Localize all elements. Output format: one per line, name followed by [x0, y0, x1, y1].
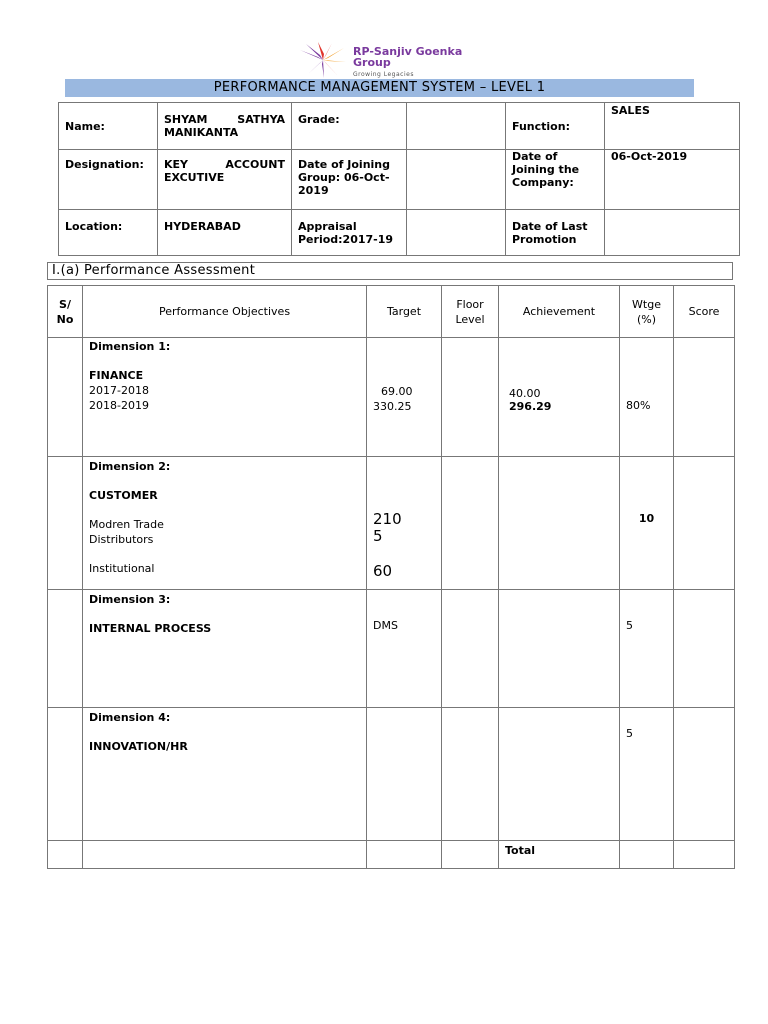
table-row: [48, 590, 735, 708]
table-row: [48, 708, 735, 841]
customer-wtge: 10: [620, 457, 674, 590]
finance-achievement-1: 40.00: [509, 387, 541, 400]
header-score: Score: [674, 286, 735, 338]
finance-achievement-2: 296.29: [509, 400, 552, 413]
designation-label: Designation:: [59, 150, 158, 210]
function-label: Function:: [506, 103, 605, 150]
customer-row-1: Modren Trade: [89, 518, 164, 531]
customer-target-1: 210: [373, 510, 402, 528]
customer-row-2: Distributors: [89, 533, 154, 546]
dimension-3-label: Dimension 3:: [89, 593, 171, 606]
customer-target-2: 5: [373, 527, 383, 545]
header-floor: Floor Level: [442, 286, 499, 338]
dimension-2-label: Dimension 2:: [89, 460, 171, 473]
brand-tagline: Growing Legacies: [353, 71, 414, 78]
finance-row-1: 2017-2018: [89, 384, 149, 397]
finance-wtge: 80%: [620, 338, 674, 457]
location-value: HYDERABAD: [158, 210, 292, 256]
finance-target-2: 330.25: [373, 400, 412, 413]
location-label: Location:: [59, 210, 158, 256]
innovation-wtge: 5: [620, 708, 674, 841]
doj-company-label: Date of Joining the Company:: [506, 150, 605, 210]
name-value: SHYAM SATHYA MANIKANTA: [158, 103, 292, 150]
company-logo: [298, 40, 478, 82]
finance-target-1: 69.00: [381, 385, 413, 398]
employee-info-table: [58, 102, 740, 256]
process-target: DMS: [367, 590, 442, 708]
header-target: Target: [367, 286, 442, 338]
header-sno: S/ No: [48, 286, 83, 338]
starburst-logo-icon: [298, 40, 348, 80]
finance-row-2: 2018-2019: [89, 399, 149, 412]
performance-table: [47, 285, 735, 869]
grade-value: [407, 103, 506, 150]
dimension-2-name: CUSTOMER: [89, 489, 158, 502]
dimension-4-name: INNOVATION/HR: [89, 740, 188, 753]
dimension-1-label: Dimension 1:: [89, 340, 171, 353]
dimension-3-name: INTERNAL PROCESS: [89, 622, 212, 635]
table-row: [48, 841, 735, 869]
header-objectives: Performance Objectives: [83, 286, 367, 338]
last-promotion-value: [605, 210, 740, 256]
customer-target-3: 60: [373, 562, 393, 580]
last-promotion-label: Date of Last Promotion: [506, 210, 605, 256]
name-label: Name:: [59, 103, 158, 150]
appraisal-period: Appraisal Period:2017-19: [292, 210, 407, 256]
header-achievement: Achievement: [499, 286, 620, 338]
table-row: [48, 338, 735, 457]
doj-group-label: Date of Joining Group: 06-Oct-2019: [292, 150, 407, 210]
function-value: SALES: [605, 103, 740, 150]
process-wtge: 5: [620, 590, 674, 708]
doj-group-extra: [407, 150, 506, 210]
dimension-1-name: FINANCE: [89, 369, 144, 382]
table-row: [48, 457, 735, 590]
designation-value: KEY ACCOUNT EXCUTIVE: [158, 150, 292, 210]
customer-row-3: Institutional: [89, 562, 155, 575]
section-title: I.(a) Performance Assessment: [47, 262, 733, 280]
dimension-4-label: Dimension 4:: [89, 711, 171, 724]
appraisal-extra: [407, 210, 506, 256]
header-wtge: Wtge (%): [620, 286, 674, 338]
doj-company-value: 06-Oct-2019: [605, 150, 740, 210]
grade-label: Grade:: [292, 103, 407, 150]
total-label: Total: [499, 841, 620, 869]
brand-name-line1: RP-Sanjiv Goenka: [353, 45, 463, 58]
page-title: PERFORMANCE MANAGEMENT SYSTEM – LEVEL 1: [65, 79, 694, 97]
brand-name-line2: Group: [353, 56, 391, 69]
